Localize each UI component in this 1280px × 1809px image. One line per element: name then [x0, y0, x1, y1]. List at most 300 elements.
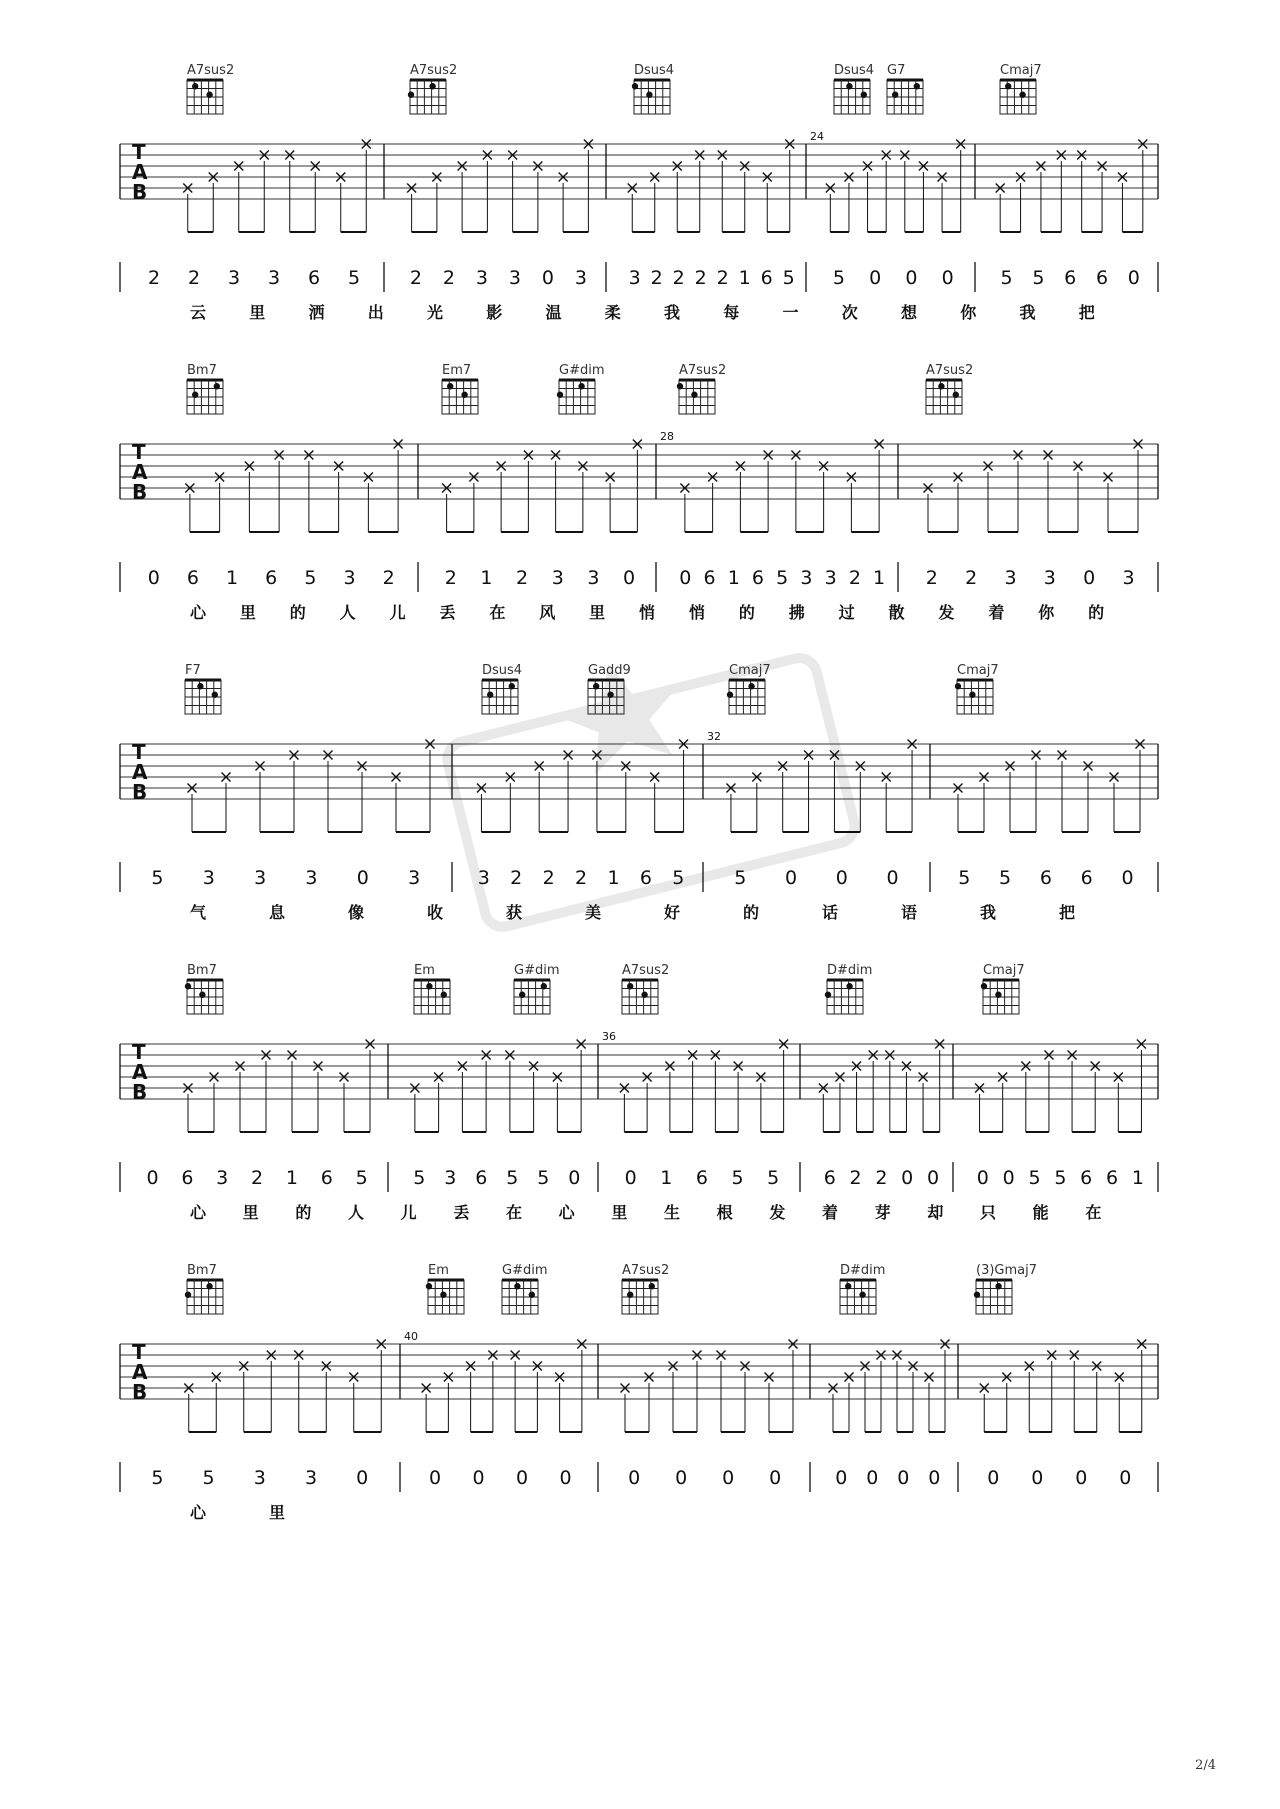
jianpu-note: 2	[542, 867, 555, 889]
lyric-char: 根	[716, 1203, 733, 1222]
jianpu-note: 0	[356, 867, 369, 889]
chord-dot	[691, 392, 697, 398]
chord-dot	[185, 983, 191, 989]
jianpu-note: 6	[1080, 867, 1093, 889]
tab-clef-letter: T	[132, 140, 146, 164]
jianpu-note: 1	[480, 567, 493, 589]
jianpu-note: 0	[1119, 1467, 1132, 1489]
lyric-char: 我	[1019, 303, 1036, 322]
jianpu-note: 6	[320, 1167, 333, 1189]
chord-diagram	[426, 1263, 464, 1314]
chord-dot	[627, 983, 633, 989]
jianpu-note: 2	[188, 267, 201, 289]
jianpu-note: 5	[776, 567, 789, 589]
jianpu-note: 6	[760, 267, 773, 289]
jianpu-note: 5	[537, 1167, 550, 1189]
jianpu-note: 0	[675, 1467, 688, 1489]
chord-diagram	[622, 1263, 669, 1314]
lyric-char: 把	[1078, 303, 1095, 322]
chord-dot	[461, 392, 467, 398]
chord-name: G#dim	[502, 1263, 548, 1278]
jianpu-note: 2	[694, 267, 707, 289]
jianpu-note: 0	[429, 1467, 442, 1489]
chord-dot	[214, 383, 220, 389]
lyric-char: 发	[938, 603, 955, 622]
jianpu-note: 3	[305, 867, 318, 889]
jianpu-note: 2	[716, 267, 729, 289]
jianpu-note: 6	[181, 1167, 194, 1189]
jianpu-note: 5	[202, 1467, 215, 1489]
chord-name: G7	[887, 63, 906, 78]
chord-name: Bm7	[187, 363, 217, 378]
lyric-char: 美	[585, 903, 602, 922]
jianpu-note: 6	[703, 567, 716, 589]
jianpu-note: 2	[875, 1167, 888, 1189]
jianpu-note: 0	[901, 1167, 914, 1189]
jianpu-note: 5	[304, 567, 317, 589]
lyric-char: 散	[888, 603, 905, 622]
chord-dot	[748, 683, 754, 689]
jianpu-note: 3	[1122, 567, 1135, 589]
jianpu-note: 5	[731, 1167, 744, 1189]
jianpu-note: 2	[382, 567, 395, 589]
lyric-char: 息	[269, 903, 286, 922]
jianpu-note: 3	[228, 267, 241, 289]
jianpu-note: 5	[672, 867, 685, 889]
measure-number: 36	[602, 1030, 616, 1043]
jianpu-note: 2	[925, 567, 938, 589]
chord-name: D#dim	[827, 963, 873, 978]
tab-clef-letter: B	[132, 1380, 148, 1404]
lyric-char: 心	[190, 1503, 207, 1522]
chord-diagram	[840, 1263, 885, 1314]
jianpu-note: 6	[1064, 267, 1077, 289]
chord-name: Em	[414, 963, 435, 978]
jianpu-note: 0	[941, 267, 954, 289]
chord-dot	[955, 683, 961, 689]
lyric-char: 着	[988, 603, 1005, 622]
chord-diagram	[414, 963, 450, 1014]
chord-dot	[192, 83, 198, 89]
jianpu-note: 0	[722, 1467, 735, 1489]
jianpu-note: 0	[679, 567, 692, 589]
jianpu-note: 6	[1106, 1167, 1119, 1189]
jianpu-note: 0	[866, 1467, 879, 1489]
tab-clef-letter: T	[132, 1340, 146, 1364]
jianpu-note: 3	[253, 1467, 266, 1489]
system-1	[120, 130, 1158, 322]
jianpu-note: 2	[516, 567, 529, 589]
jianpu-note: 3	[343, 567, 356, 589]
jianpu-note: 0	[1127, 267, 1140, 289]
lyric-char: 像	[348, 903, 365, 922]
jianpu-note: 3	[800, 567, 813, 589]
chord-dot	[995, 1283, 1001, 1289]
chord-name: Em	[428, 1263, 449, 1278]
chord-dot	[938, 383, 944, 389]
jianpu-note: 0	[835, 867, 848, 889]
jianpu-note: 5	[413, 1167, 426, 1189]
jianpu-note: 5	[832, 267, 845, 289]
chord-diagram	[677, 363, 726, 414]
jianpu-note: 5	[506, 1167, 519, 1189]
jianpu-note: 6	[823, 1167, 836, 1189]
tab-clef-letter: B	[132, 480, 148, 504]
lyric-char: 我	[664, 303, 681, 322]
page-number: 2/4	[1195, 1758, 1216, 1773]
lyric-char: 温	[545, 303, 562, 322]
lyric-char: 却	[927, 1203, 944, 1222]
chord-name: Dsus4	[482, 663, 523, 678]
jianpu-note: 5	[1032, 267, 1045, 289]
lyric-char: 收	[427, 903, 444, 922]
chord-dot	[1019, 92, 1025, 98]
chord-name: Dsus4	[834, 63, 875, 78]
jianpu-note: 0	[146, 1167, 159, 1189]
jianpu-note: 0	[516, 1467, 529, 1489]
chord-dot	[607, 692, 613, 698]
jianpu-note: 6	[186, 567, 199, 589]
lyric-char: 光	[427, 303, 444, 322]
jianpu-note: 3	[202, 867, 215, 889]
tab-clef-letter: A	[132, 160, 148, 184]
jianpu-note: 2	[409, 267, 422, 289]
lyric-char: 儿	[389, 603, 406, 622]
chord-name: A7sus2	[187, 63, 235, 78]
lyric-char: 丢	[439, 603, 456, 622]
jianpu-note: 0	[1075, 1467, 1088, 1489]
chord-dot	[509, 683, 515, 689]
chord-name: G#dim	[559, 363, 605, 378]
lyric-char: 语	[901, 903, 918, 922]
jianpu-note: 6	[475, 1167, 488, 1189]
chord-diagram	[514, 963, 560, 1014]
chord-diagram	[185, 963, 223, 1014]
chord-dot	[408, 92, 414, 98]
tab-clef-letter: A	[132, 1060, 148, 1084]
lyric-char: 云	[190, 303, 207, 322]
chord-dot	[197, 683, 203, 689]
chord-dot	[529, 1292, 535, 1298]
lyric-char: 心	[190, 603, 207, 622]
jianpu-note: 0	[926, 1167, 940, 1189]
tab-clef-letter: A	[132, 460, 148, 484]
chord-dot	[846, 983, 852, 989]
lyric-char: 在	[1085, 1203, 1102, 1222]
chord-dot	[953, 392, 959, 398]
jianpu-note: 0	[541, 267, 554, 289]
jianpu-note: 5	[958, 867, 971, 889]
chord-name: (3)Gmaj7	[976, 1263, 1038, 1278]
jianpu-note: 0	[769, 1467, 782, 1489]
jianpu-note: 0	[886, 867, 899, 889]
chord-dot	[646, 92, 652, 98]
jianpu-note: 2	[444, 567, 457, 589]
chord-dot	[199, 992, 205, 998]
tab-clef-letter: B	[132, 1080, 148, 1104]
lyric-char: 里	[242, 1203, 259, 1222]
lyric-char: 的	[743, 903, 760, 922]
jianpu-note: 0	[897, 1467, 910, 1489]
jianpu-note: 2	[510, 867, 523, 889]
chord-diagram	[185, 1263, 223, 1314]
chord-diagram	[442, 363, 478, 414]
chord-diagram	[955, 663, 999, 714]
measure-number: 32	[707, 730, 721, 743]
lyric-char: 里	[589, 603, 606, 622]
jianpu-note: 2	[650, 267, 663, 289]
jianpu-note: 5	[782, 267, 795, 289]
chord-dot	[593, 683, 599, 689]
chord-name: Bm7	[187, 963, 217, 978]
lyric-char: 生	[664, 1203, 681, 1222]
jianpu-note: 3	[574, 267, 587, 289]
jianpu-note: 6	[1080, 1167, 1093, 1189]
chord-dot	[649, 1283, 655, 1289]
jianpu-note: 1	[226, 567, 239, 589]
chord-dot	[447, 383, 453, 389]
jianpu-note: 3	[268, 267, 281, 289]
jianpu-note: 0	[624, 1167, 637, 1189]
chord-name: Dsus4	[634, 63, 675, 78]
jianpu-note: 3	[444, 1167, 457, 1189]
chord-diagram	[974, 1263, 1037, 1314]
chord-dot	[519, 992, 525, 998]
lyric-char: 想	[901, 303, 918, 322]
chord-name: Em7	[442, 363, 472, 378]
lyric-char: 你	[1038, 603, 1055, 622]
chord-dot	[441, 992, 447, 998]
jianpu-note: 5	[355, 1167, 368, 1189]
lyric-char: 好	[664, 903, 681, 922]
jianpu-note: 3	[216, 1167, 229, 1189]
lyric-char: 出	[367, 303, 384, 322]
jianpu-note: 2	[148, 267, 161, 289]
chord-name: Cmaj7	[957, 663, 999, 678]
chord-dot	[892, 92, 898, 98]
jianpu-note: 0	[905, 267, 918, 289]
lyric-char: 一	[782, 303, 799, 322]
lyric-char: 柔	[604, 303, 621, 322]
jianpu-note: 5	[348, 267, 361, 289]
chord-dot	[727, 692, 733, 698]
chord-dot	[677, 383, 683, 389]
chord-dot	[578, 383, 584, 389]
chord-dot	[541, 983, 547, 989]
lyric-char: 着	[822, 1203, 839, 1222]
jianpu-note: 0	[628, 1467, 641, 1489]
lyric-char: 风	[539, 603, 556, 622]
chord-diagram	[727, 663, 771, 714]
jianpu-note: 0	[623, 567, 636, 589]
chord-name: A7sus2	[679, 363, 727, 378]
jianpu-note: 3	[477, 867, 490, 889]
jianpu-note: 0	[1031, 1467, 1044, 1489]
chord-diagram	[622, 963, 669, 1014]
tab-clef-letter: A	[132, 1360, 148, 1384]
jianpu-note: 6	[1095, 267, 1109, 289]
jianpu-note: 1	[873, 567, 886, 589]
tab-clef-letter: B	[132, 180, 148, 204]
lyric-char: 每	[723, 303, 740, 322]
chord-dot	[206, 1283, 212, 1289]
jianpu-note: 2	[849, 1167, 862, 1189]
chord-name: D#dim	[840, 1263, 886, 1278]
chord-diagram	[981, 963, 1025, 1014]
chord-dot	[192, 392, 198, 398]
lyric-char: 人	[348, 1203, 365, 1222]
jianpu-note: 5	[151, 867, 164, 889]
jianpu-note: 0	[784, 867, 798, 889]
chord-dot	[641, 992, 647, 998]
jianpu-note: 0	[976, 1167, 989, 1189]
jianpu-note: 0	[568, 1167, 581, 1189]
jianpu-note: 3	[587, 567, 600, 589]
lyric-char: 的	[295, 1203, 312, 1222]
chord-dot	[627, 1292, 633, 1298]
chord-name: A7sus2	[926, 363, 974, 378]
chord-dot	[914, 83, 920, 89]
jianpu-note: 6	[639, 867, 652, 889]
lyric-char: 心	[558, 1203, 575, 1222]
chord-dot	[212, 692, 218, 698]
jianpu-note: 3	[475, 267, 488, 289]
jianpu-note: 5	[999, 867, 1012, 889]
chord-name: G#dim	[514, 963, 560, 978]
chord-dot	[426, 983, 432, 989]
chord-dot	[206, 92, 212, 98]
chord-diagram	[632, 63, 674, 114]
lyric-char: 洒	[308, 303, 325, 322]
jianpu-note: 2	[848, 567, 861, 589]
lyric-char: 在	[489, 603, 506, 622]
chord-diagram	[834, 63, 874, 114]
chord-dot	[846, 83, 852, 89]
chord-dot	[440, 1292, 446, 1298]
chord-name: Gadd9	[588, 663, 631, 678]
jianpu-note: 3	[304, 1467, 318, 1489]
jianpu-note: 6	[751, 567, 765, 589]
lyric-char: 过	[838, 603, 855, 622]
chord-dot	[557, 392, 563, 398]
chord-dot	[969, 692, 975, 698]
chord-dot	[974, 1292, 980, 1298]
jianpu-note: 6	[1039, 867, 1052, 889]
chord-name: A7sus2	[410, 63, 458, 78]
lyric-char: 的	[1088, 603, 1105, 622]
jianpu-note: 2	[965, 567, 978, 589]
lyric-char: 人	[339, 603, 356, 622]
jianpu-note: 1	[738, 267, 751, 289]
measure-number: 28	[660, 430, 674, 443]
chord-name: A7sus2	[622, 1263, 670, 1278]
lyric-char: 儿	[400, 1203, 417, 1222]
chord-diagram	[926, 363, 973, 414]
tab-clef-letter: A	[132, 760, 148, 784]
chord-dot	[429, 83, 435, 89]
jianpu-note: 0	[1002, 1167, 1015, 1189]
jianpu-note: 3	[551, 567, 564, 589]
jianpu-note: 1	[607, 867, 620, 889]
chord-diagram	[185, 663, 221, 714]
jianpu-note: 0	[147, 567, 160, 589]
jianpu-note: 2	[442, 267, 455, 289]
lyric-char: 悄	[639, 603, 656, 622]
chord-name: F7	[185, 663, 201, 678]
jianpu-note: 5	[734, 867, 747, 889]
chord-dot	[426, 1283, 432, 1289]
lyric-char: 里	[269, 1503, 286, 1522]
jianpu-note: 0	[835, 1467, 848, 1489]
jianpu-note: 1	[285, 1167, 298, 1189]
chord-name: Cmaj7	[729, 663, 771, 678]
lyric-char: 里	[239, 603, 256, 622]
chord-dot	[514, 1283, 520, 1289]
lyric-char: 气	[190, 903, 207, 922]
chord-dot	[487, 692, 493, 698]
chord-dot	[825, 992, 831, 998]
lyric-char: 你	[960, 303, 977, 322]
jianpu-note: 3	[408, 867, 421, 889]
chord-name: A7sus2	[622, 963, 670, 978]
measure-number: 24	[810, 130, 824, 143]
jianpu-note: 6	[308, 267, 321, 289]
tab-clef-letter: B	[132, 780, 148, 804]
jianpu-note: 0	[356, 1467, 369, 1489]
jianpu-note: 2	[251, 1167, 264, 1189]
jianpu-note: 0	[559, 1467, 572, 1489]
lyric-char: 芽	[874, 1203, 891, 1222]
jianpu-note: 3	[824, 567, 837, 589]
jianpu-note: 3	[1043, 567, 1056, 589]
system-4	[120, 1030, 1158, 1222]
chord-dot	[632, 83, 638, 89]
chord-diagram	[187, 63, 234, 114]
lyric-char: 只	[980, 1203, 997, 1222]
jianpu-note: 1	[727, 567, 740, 589]
jianpu-note: 0	[928, 1467, 941, 1489]
lyric-char: 话	[822, 903, 839, 922]
chord-diagram	[408, 63, 457, 114]
jianpu-note: 5	[151, 1467, 164, 1489]
lyric-char: 次	[841, 303, 858, 322]
lyric-char: 丢	[453, 1203, 470, 1222]
jianpu-note: 1	[660, 1167, 673, 1189]
chord-name: Cmaj7	[1000, 63, 1042, 78]
jianpu-note: 1	[1131, 1167, 1144, 1189]
chord-dot	[861, 92, 867, 98]
chord-diagram	[887, 63, 923, 114]
lyric-char: 拂	[788, 603, 805, 622]
lyric-char: 里	[611, 1203, 628, 1222]
jianpu-note: 5	[1028, 1167, 1041, 1189]
lyric-char: 在	[506, 1203, 523, 1222]
chord-diagram	[825, 963, 873, 1014]
system-2	[120, 430, 1158, 622]
lyric-char: 我	[980, 903, 997, 922]
jianpu-note: 3	[254, 867, 267, 889]
jianpu-note: 3	[628, 267, 641, 289]
measure-number: 40	[404, 1330, 418, 1343]
chord-dot	[981, 983, 987, 989]
chord-name: Cmaj7	[983, 963, 1025, 978]
lyric-char: 的	[289, 603, 306, 622]
tab-clef-letter: T	[132, 740, 146, 764]
jianpu-note: 0	[987, 1467, 1000, 1489]
tab-clef-letter: T	[132, 440, 146, 464]
jianpu-note: 0	[1083, 567, 1096, 589]
jianpu-note: 6	[265, 567, 278, 589]
